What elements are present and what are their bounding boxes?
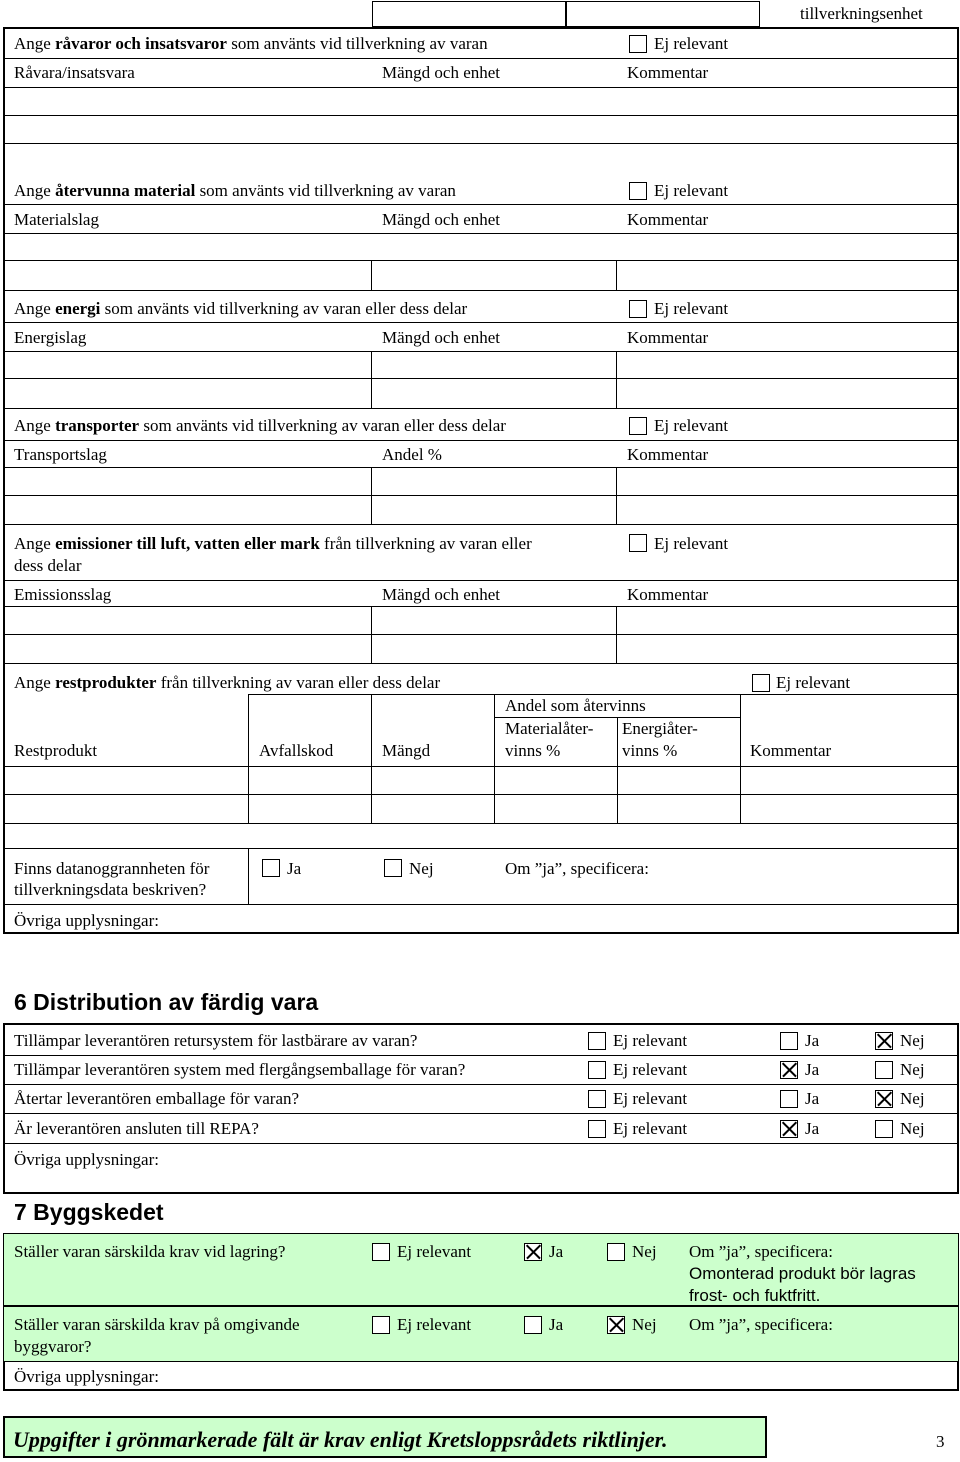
s1-col-amount: Mängd och enhet [382,63,501,82]
distribution-ja-label: Ja [805,1031,820,1050]
s7-r1-answer-line2[interactable]: frost- och fuktfritt. [689,1286,821,1305]
accuracy-question-1: Finns datanoggrannheten för [14,859,210,878]
row-divider [4,1055,958,1056]
s3-col-type: Energislag [14,328,87,347]
s6-col-amount: Mängd [382,741,431,760]
row-divider [4,1113,958,1114]
accuracy-nej-checkbox[interactable] [384,859,402,877]
distribution-question: Tillämpar leverantören system med flergångsemballage för varan? [14,1060,466,1079]
s7-r2-ja-checkbox[interactable] [524,1316,542,1334]
s4-col-type: Transportslag [14,445,107,464]
s1-col-comment: Kommentar [627,63,709,82]
s6-group-label: Andel som återvinns [505,696,646,715]
s7-r2-question-1: Ställer varan särskilda krav på omgivande [14,1315,300,1334]
accuracy-ja-checkbox[interactable] [262,859,280,877]
s7-r2-ej-relevant-checkbox[interactable] [372,1316,390,1334]
distribution-nej-label: Nej [900,1060,925,1079]
s5-question-line2: dess delar [14,556,82,575]
s4-ej-relevant-label: Ej relevant [654,416,729,435]
s2-col-comment: Kommentar [627,210,709,229]
distribution-ej-relevant-label: Ej relevant [613,1031,688,1050]
accuracy-nej-label: Nej [409,859,434,878]
s2-entry-row-2[interactable] [4,261,958,289]
s1-ej-relevant-label: Ej relevant [654,34,729,53]
row-divider [4,1143,958,1144]
s3-col-amount: Mängd och enhet [382,328,501,347]
s1-question: Ange råvaror och insatsvaror som använts vid tillverkning av varan [14,34,488,53]
s7-r2-ej-relevant-label: Ej relevant [397,1315,472,1334]
s6-col-waste-code: Avfallskod [259,741,334,760]
accuracy-ja-label: Ja [287,859,302,878]
s1-ej-relevant-checkbox[interactable] [629,35,647,53]
distribution-nej-label: Nej [900,1089,925,1108]
s2-col-amount: Mängd och enhet [382,210,501,229]
s3-ej-relevant-checkbox[interactable] [629,300,647,318]
s1-col-material: Råvara/insatsvara [14,63,135,82]
distribution-ja-label: Ja [805,1119,820,1138]
accuracy-question-2: tillverkningsdata beskriven? [14,880,207,899]
footer-note: Uppgifter i grönmarkerade fält är krav enligt Kretsloppsrådets riktlinjer. [13,1427,668,1452]
distribution-ej-relevant-label: Ej relevant [613,1089,688,1108]
s7-r1-nej-checkbox[interactable] [607,1243,625,1261]
distribution-nej-label: Nej [900,1119,925,1138]
section7-other-info[interactable]: Övriga upplysningar: [14,1367,159,1386]
s6-entry-row-1[interactable] [4,767,958,794]
s7-r1-nej-label: Nej [632,1242,657,1261]
s7-r1-specify-label: Om ”ja”, specificera: [689,1242,833,1261]
distribution-ej-relevant-checkbox[interactable] [588,1090,606,1108]
section6-heading: 6 Distribution av färdig vara [14,989,319,1015]
s7-r1-ej-relevant-checkbox[interactable] [372,1243,390,1261]
row-divider [4,1084,958,1085]
header-blank-cell-2 [566,1,760,27]
distribution-nej-checkbox[interactable] [875,1061,893,1079]
s4-col-comment: Kommentar [627,445,709,464]
s5-col-comment: Kommentar [627,585,709,604]
accuracy-other-info[interactable]: Övriga upplysningar: [14,911,159,930]
s7-r2-nej-label: Nej [632,1315,657,1334]
s3-col-comment: Kommentar [627,328,709,347]
s3-entry-row-2[interactable] [4,379,958,407]
s2-ej-relevant-checkbox[interactable] [629,182,647,200]
distribution-ja-label: Ja [805,1089,820,1108]
distribution-question: Tillämpar leverantören retursystem för lastbärare av varan? [14,1031,418,1050]
distribution-question: Är leverantören ansluten till REPA? [14,1119,259,1138]
distribution-ja-label: Ja [805,1060,820,1079]
page-number: 3 [936,1432,945,1451]
distribution-ej-relevant-label: Ej relevant [613,1060,688,1079]
distribution-ja-checkbox[interactable] [780,1032,798,1050]
distribution-ja-checkbox[interactable] [780,1090,798,1108]
distribution-ej-relevant-checkbox[interactable] [588,1061,606,1079]
distribution-nej-label: Nej [900,1031,925,1050]
s7-r1-question: Ställer varan särskilda krav vid lagring? [14,1242,286,1261]
s6-ej-relevant-checkbox[interactable] [752,674,770,692]
s5-question: Ange emissioner till luft, vatten eller mark från tillverkning av varan eller [14,534,532,553]
s6-question: Ange restprodukter från tillverkning av varan eller dess delar [14,673,441,692]
s6-ej-relevant-label: Ej relevant [776,673,851,692]
header-blank-cell-1 [372,1,566,27]
distribution-question: Återtar leverantören emballage för varan? [14,1089,300,1108]
s7-r1-ja-label: Ja [549,1242,564,1261]
distribution-ja-checkbox[interactable] [780,1120,798,1138]
s5-ej-relevant-label: Ej relevant [654,534,729,553]
s2-entry-row-1[interactable] [4,234,958,260]
s5-entry-row-2[interactable] [4,635,958,662]
s3-question: Ange energi som använts vid tillverkning av varan eller dess delar [14,299,468,318]
s7-r1-answer-line1[interactable]: Omonterad produkt bör lagras [689,1264,916,1283]
s7-r2-specify-label: Om ”ja”, specificera: [689,1315,833,1334]
s4-question: Ange transporter som använts vid tillverkning av varan eller dess delar [14,416,506,435]
s4-entry-row-1[interactable] [4,468,958,495]
distribution-ej-relevant-label: Ej relevant [613,1119,688,1138]
s6-col-energy-1: Energiåter- [622,719,698,738]
distribution-ej-relevant-checkbox[interactable] [588,1032,606,1050]
distribution-nej-checkbox[interactable] [875,1032,893,1050]
s5-ej-relevant-checkbox[interactable] [629,534,647,552]
s6-col-energy-2: vinns % [622,741,678,760]
s7-r2-question-2: byggvaror? [14,1337,92,1356]
s5-col-amount: Mängd och enhet [382,585,501,604]
accuracy-specify-label: Om ”ja”, specificera: [505,859,649,878]
s4-ej-relevant-checkbox[interactable] [629,417,647,435]
s7-r1-ej-relevant-label: Ej relevant [397,1242,472,1261]
s6-entry-row-2[interactable] [4,795,958,823]
distribution-ej-relevant-checkbox[interactable] [588,1120,606,1138]
s2-col-material: Materialslag [14,210,99,229]
s6-col-comment: Kommentar [750,741,832,760]
s2-question: Ange återvunna material som använts vid tillverkning av varan [14,181,456,200]
distribution-ja-checkbox[interactable] [780,1061,798,1079]
s1-entry-row-2[interactable] [4,116,958,143]
s6-col-material-1: Materialåter- [505,719,594,738]
distribution-nej-checkbox[interactable] [875,1120,893,1138]
s1-entry-row-1[interactable] [4,88,958,115]
s4-entry-row-2[interactable] [4,496,958,523]
s5-col-type: Emissionsslag [14,585,112,604]
s7-r2-nej-checkbox[interactable] [607,1316,625,1334]
s6-col-product: Restprodukt [14,741,98,760]
s5-entry-row-1[interactable] [4,607,958,634]
s3-ej-relevant-label: Ej relevant [654,299,729,318]
distribution-nej-checkbox[interactable] [875,1090,893,1108]
section6-other-info[interactable]: Övriga upplysningar: [14,1150,159,1169]
section7-heading: 7 Byggskedet [14,1199,164,1225]
header-unit-label: tillverkningsenhet [800,4,923,23]
s4-col-share: Andel % [382,445,442,464]
s3-entry-row-1[interactable] [4,352,958,378]
s7-r2-ja-label: Ja [549,1315,564,1334]
s7-r1-ja-checkbox[interactable] [524,1243,542,1261]
s2-ej-relevant-label: Ej relevant [654,181,729,200]
s6-col-material-2: vinns % [505,741,561,760]
